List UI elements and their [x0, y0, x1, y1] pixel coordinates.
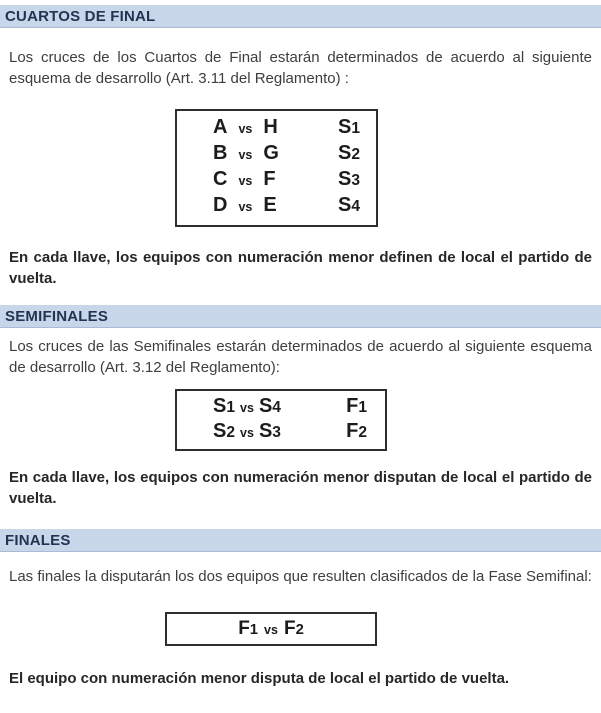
cuartos-bracket-box — [175, 109, 378, 227]
cuartos-note-paragraph: En cada llave, los equipos con numeración menor definen de local el partido de vuelta. — [9, 249, 592, 287]
section-finales — [0, 529, 601, 689]
finales-bracket-box — [165, 612, 377, 646]
vs-label: vs — [238, 122, 253, 136]
finales-note-paragraph: El equipo con numeración menor disputa de local el partido de vuelta. — [9, 669, 510, 687]
semifinales-bracket-box — [175, 389, 387, 451]
away-team: H — [263, 116, 278, 138]
section-semifinales — [0, 305, 601, 509]
home-team: A — [213, 116, 228, 138]
result-code: S1 — [337, 116, 360, 138]
away-team: F2 — [283, 617, 304, 639]
vs-label: vs — [238, 174, 253, 188]
finales-intro-paragraph: Las finales la disputarán los dos equipos que resulten clasificados de la Fase Semifinal: — [9, 568, 592, 585]
vs-label: vs — [238, 200, 253, 214]
result-code: S4 — [337, 194, 360, 216]
vs-label: vs — [240, 426, 254, 440]
matchup — [213, 194, 277, 217]
result-code: F2 — [346, 420, 367, 442]
matchup — [213, 395, 281, 418]
home-team: S2 — [213, 420, 236, 442]
home-team: C — [213, 168, 228, 190]
away-team: E — [263, 194, 277, 216]
result-code: F1 — [346, 395, 367, 417]
result-code: S3 — [337, 168, 360, 190]
matchup — [213, 420, 281, 443]
home-team: D — [213, 194, 228, 216]
away-team: S3 — [258, 420, 281, 442]
vs-label: vs — [264, 622, 278, 637]
section-cuartos-de-final — [0, 5, 601, 289]
bracket-row — [177, 194, 376, 220]
away-team: F — [263, 168, 276, 190]
home-team: F1 — [238, 617, 259, 639]
matchup — [213, 142, 279, 165]
matchup — [213, 116, 278, 139]
bracket-row — [177, 142, 376, 168]
away-team: S4 — [258, 395, 281, 417]
section-header-cuartos: CUARTOS DE FINAL — [0, 5, 601, 28]
cuartos-intro-paragraph: Los cruces de los Cuartos de Final estarán determinados de acuerdo al siguiente esquema de desarrollo (Art. 3.11 del Reglamento) : — [9, 49, 592, 87]
section-header-finales: FINALES — [0, 529, 601, 552]
bracket-row — [177, 168, 376, 194]
bracket-row — [177, 420, 385, 445]
matchup — [238, 618, 304, 640]
home-team: B — [213, 142, 228, 164]
matchup — [213, 168, 276, 191]
semifinales-note-paragraph: En cada llave, los equipos con numeración menor disputan de local el partido de vuelta. — [9, 469, 592, 507]
bracket-row — [177, 395, 385, 420]
vs-label: vs — [238, 148, 253, 162]
vs-label: vs — [240, 401, 254, 415]
semifinales-intro-paragraph: Los cruces de las Semifinales estarán determinados de acuerdo al siguiente esquema de desarrollo (Art. 3.12 del Reglamento): — [9, 338, 592, 376]
section-header-semifinales: SEMIFINALES — [0, 305, 601, 328]
home-team: S1 — [213, 395, 236, 417]
result-code: S2 — [337, 142, 360, 164]
away-team: G — [263, 142, 279, 164]
bracket-row — [177, 116, 376, 142]
